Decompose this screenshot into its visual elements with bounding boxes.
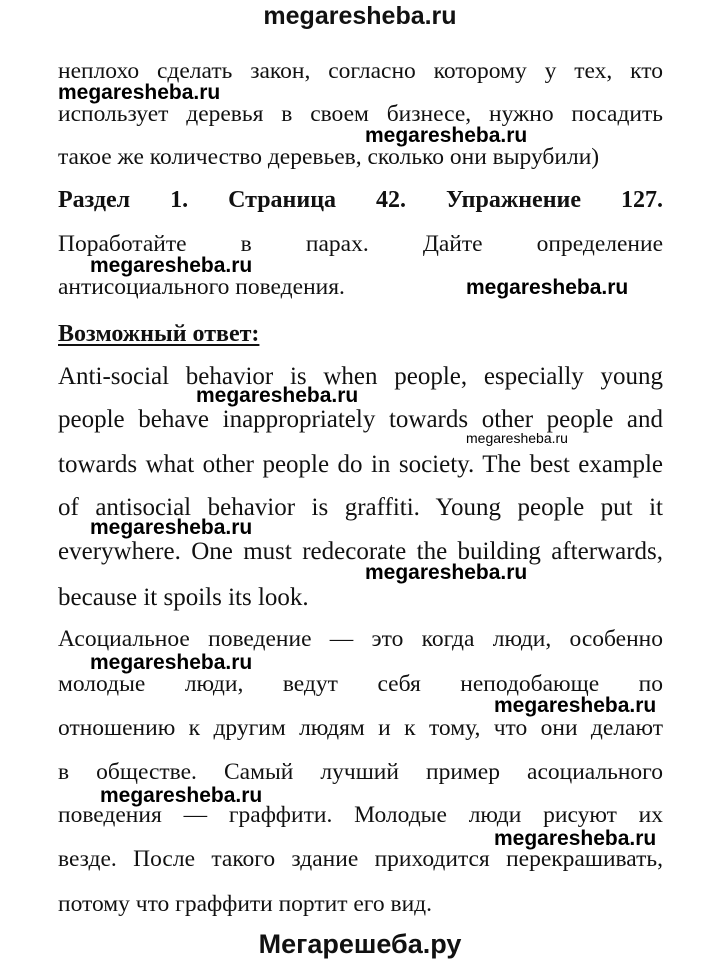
english-line-4: of antisocial behavior is graffiti. Young people put it [58, 494, 663, 521]
task-line-1: Поработайте в парах. Дайте определение [58, 231, 663, 257]
english-line-5: everywhere. One must redecorate the building afterwards, [58, 538, 663, 565]
russian-line-4: в обществе. Самый лучший пример асоциального [58, 759, 663, 785]
intro-line-3: такое же количество деревьев, сколько они вырубили) [58, 144, 600, 170]
russian-line-3: отношению к другим людям и к тому, что они делают [58, 715, 663, 741]
watermark-overlay: megaresheba.ru [90, 651, 253, 674]
watermark-overlay: megaresheba.ru [58, 81, 221, 104]
footer-watermark: Мегарешеба.ру [258, 929, 462, 959]
russian-line-2: молодые люди, ведут себя неподобающе по [58, 671, 663, 697]
intro-line-2: использует деревья в своем бизнесе, нужно посадить [58, 101, 663, 127]
task-line-2: антисоциального поведения. [58, 274, 345, 300]
watermark-overlay: megaresheba.ru [100, 784, 263, 807]
russian-line-6: везде. После такого здание приходится перекрашивать, [58, 846, 663, 872]
russian-line-1: Асоциальное поведение — это когда люди, особенно [58, 626, 663, 652]
answer-label: Возможный ответ: [58, 321, 260, 347]
english-line-3: towards what other people do in society. The best example [58, 451, 663, 478]
watermark-overlay: megaresheba.ru [466, 430, 568, 446]
watermark-overlay: megaresheba.ru [494, 827, 657, 850]
english-line-2: people behave inappropriately towards other people and [58, 406, 663, 433]
section-heading: Раздел 1. Страница 42. Упражнение 127. [58, 187, 663, 213]
watermark-overlay: megaresheba.ru [196, 384, 359, 407]
english-line-1: Anti-social behavior is when people, especially young [58, 363, 663, 390]
watermark-overlay: megaresheba.ru [365, 561, 528, 584]
english-line-6: because it spoils its look. [58, 584, 309, 611]
answer-label-row [58, 322, 663, 347]
watermark-overlay: megaresheba.ru [466, 276, 629, 299]
header-watermark: megaresheba.ru [263, 2, 457, 30]
watermark-overlay: megaresheba.ru [90, 516, 253, 539]
intro-line-1: неплохо сделать закон, согласно которому у тех, кто [58, 58, 663, 84]
watermark-overlay: megaresheba.ru [90, 254, 253, 277]
watermark-overlay: megaresheba.ru [365, 124, 528, 147]
russian-line-5: поведения — граффити. Молодые люди рисуют их [58, 802, 663, 828]
watermark-overlay: megaresheba.ru [494, 694, 657, 717]
russian-line-7: потому что граффити портит его вид. [58, 891, 432, 917]
